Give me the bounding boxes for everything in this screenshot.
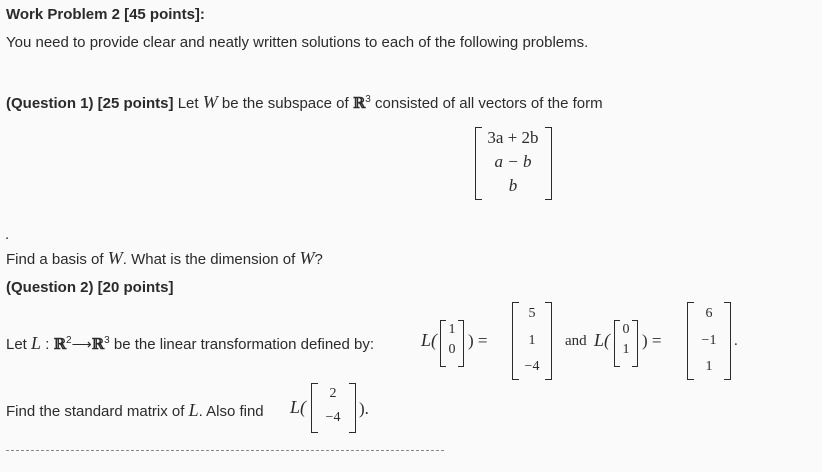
input-vector-entry: 0 [622,322,630,337]
input-vector-entry: 1 [448,322,456,337]
r3-exponent: 3 [104,335,110,346]
output-vector-entry: 1 [705,359,713,374]
q1-text: be the subspace of [221,95,349,112]
close-paren: ). [359,399,369,418]
question-2-ask [6,400,264,421]
q2-text: Let [6,336,27,353]
q1-ask-text: ? [314,251,323,268]
vector-entry: a − b [494,152,532,171]
var-l: L [188,400,199,420]
q2-text: : [45,336,50,353]
divider-line [6,450,444,451]
q1-text: Let [177,95,199,112]
input-vector-entry: 2 [329,386,337,401]
question-2-statement [6,333,374,354]
question-1-statement [6,92,603,113]
q1-text: consisted of all vectors of the form [375,95,603,112]
input-vector-entry: −4 [325,410,341,425]
arrow-icon: ⟶ [71,336,92,352]
l-open: L( [594,330,611,350]
instructions-text: You need to provide clear and neatly written solutions to each of the following problems. [6,34,589,51]
q1-ask-text: . What is the dimension of [122,251,296,268]
output-vector-entry: 5 [528,306,536,321]
r3-exponent: 3 [365,94,371,105]
r3-symbol: ℝ [91,335,105,353]
var-w: W [202,92,218,112]
period-mark: . [5,226,10,243]
vector-entry: b [508,176,518,195]
r2-symbol: ℝ [53,335,67,353]
q2-ask-text: Find the standard matrix of [6,403,185,420]
question-1-label: (Question 1) [25 points] [6,95,174,112]
period-mark: . [734,333,738,349]
output-vector-entry: 6 [705,306,713,321]
r2-exponent: 2 [66,335,72,346]
equals-sign: ) = [468,331,488,350]
input-vector-entry: 0 [448,342,456,357]
output-vector-entry: −4 [524,359,540,374]
question-2-label: (Question 2) [20 points] [6,279,174,296]
output-vector-entry: 1 [528,333,536,348]
equals-sign: ) = [642,331,662,350]
output-vector-entry: −1 [701,333,717,348]
q2-ask-text: . Also find [198,403,264,420]
l-open: L( [421,330,438,350]
page-title: Work Problem 2 [45 points]: [6,6,205,23]
and-text: and [565,333,587,349]
r3-symbol: ℝ [352,94,366,112]
question-1-ask [6,248,323,269]
var-w: W [107,248,123,268]
var-w: W [299,248,315,268]
q2-text: be the linear transformation defined by: [113,336,375,353]
vector-entry: 3a + 2b [487,128,539,147]
input-vector-entry: 1 [622,342,630,357]
var-l: L [31,333,42,353]
l-open: L( [290,397,307,417]
q1-ask-text: Find a basis of [6,251,104,268]
